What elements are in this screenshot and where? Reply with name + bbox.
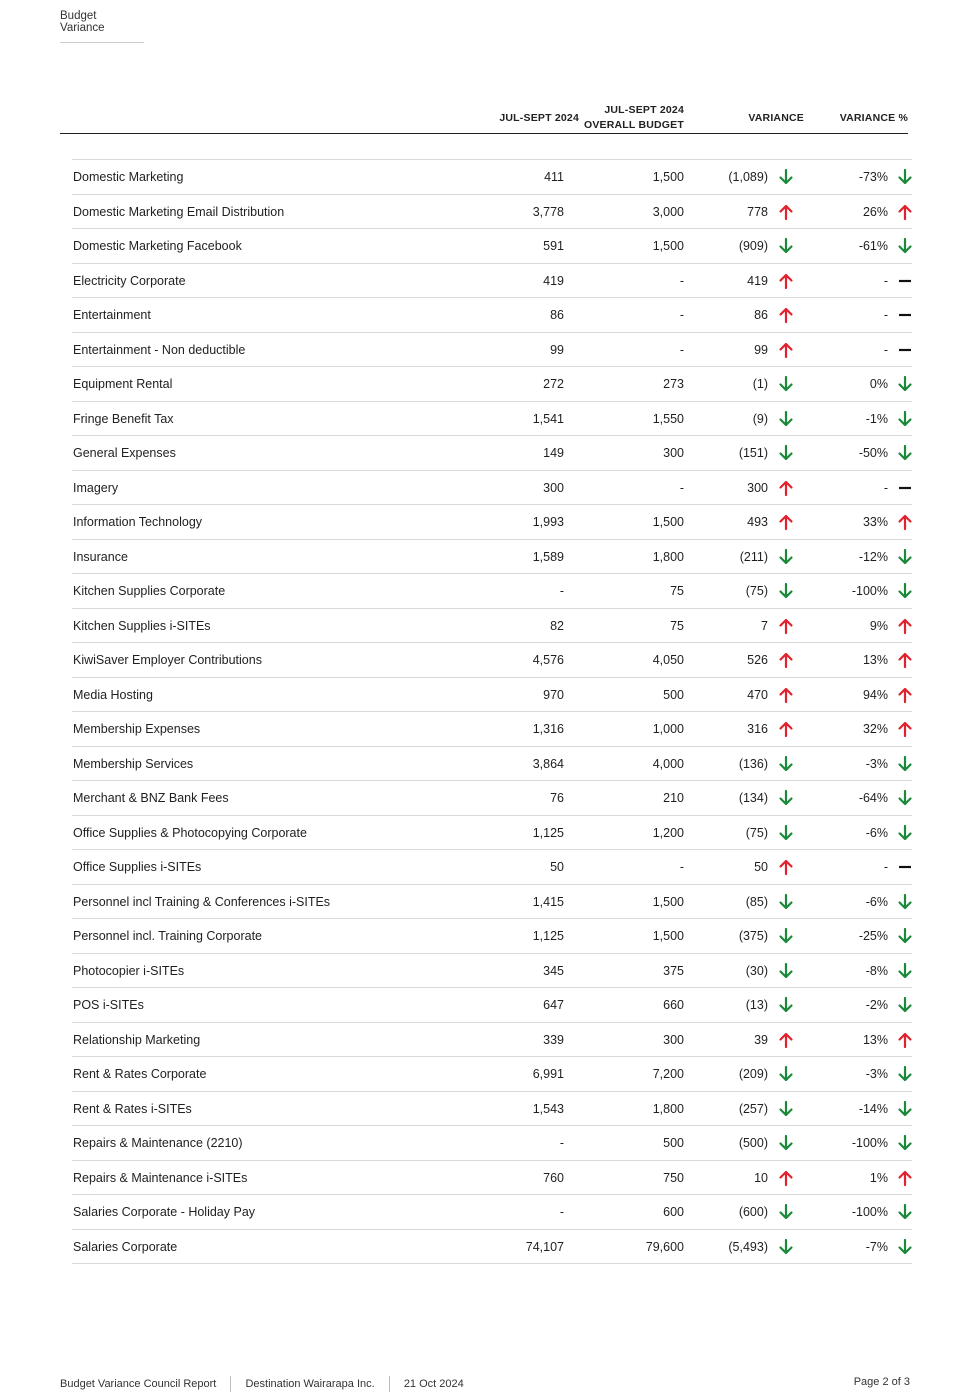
- row-variance-pct: -6%: [865, 825, 888, 840]
- arrow-down-icon: [896, 927, 914, 945]
- arrow-down-icon: [896, 893, 914, 911]
- row-actual: 6,991: [532, 1067, 564, 1081]
- row-category: General Expenses: [73, 446, 176, 460]
- row-category: Salaries Corporate: [73, 1239, 178, 1254]
- row-category: Merchant & BNZ Bank Fees: [73, 791, 229, 805]
- row-variance-pct: -12%: [858, 549, 888, 564]
- row-variance-pct: -3%: [865, 756, 888, 771]
- footer-date: 21 Oct 2024: [403, 1377, 464, 1390]
- row-variance: (600): [738, 1205, 768, 1219]
- arrow-down-icon: [777, 237, 795, 255]
- table-row: [72, 1230, 912, 1265]
- row-category: Media Hosting: [73, 687, 153, 702]
- row-category: Domestic Marketing: [73, 170, 184, 184]
- arrow-up-icon: [777, 479, 795, 497]
- page-footer: [60, 1376, 910, 1392]
- row-variance: 99: [754, 342, 768, 357]
- table-row: [72, 1195, 912, 1230]
- arrow-up-icon: [777, 1169, 795, 1187]
- row-variance-pct: 33%: [862, 515, 888, 529]
- header-actual: JUL-SEPT 2024: [499, 112, 579, 124]
- arrow-down-icon: [896, 1134, 914, 1152]
- row-budget: 600: [663, 1205, 684, 1219]
- row-category: Salaries Corporate - Holiday Pay: [73, 1205, 256, 1219]
- row-budget: -: [679, 308, 684, 322]
- row-actual: 3,778: [532, 204, 564, 219]
- row-actual: 345: [543, 963, 564, 978]
- row-actual: 591: [543, 239, 564, 253]
- row-actual: 1,125: [532, 929, 564, 943]
- row-variance: 493: [747, 515, 768, 529]
- arrow-down-icon: [777, 789, 795, 807]
- budget-table-body: [72, 159, 912, 1264]
- arrow-down-icon: [777, 962, 795, 980]
- arrow-up-icon: [777, 617, 795, 635]
- row-variance-pct: -100%: [851, 1205, 888, 1219]
- arrow-up-icon: [896, 651, 914, 669]
- arrow-up-icon: [777, 858, 795, 876]
- arrow-down-icon: [896, 789, 914, 807]
- arrow-up-icon: [896, 513, 914, 531]
- row-variance: (375): [738, 929, 768, 943]
- row-variance-pct: -25%: [858, 929, 888, 943]
- row-variance: (500): [738, 1136, 768, 1150]
- row-actual: 1,415: [532, 894, 564, 909]
- arrow-down-icon: [777, 582, 795, 600]
- arrow-down-icon: [896, 824, 914, 842]
- row-category: Domestic Marketing Facebook: [73, 239, 242, 253]
- row-category: Office Supplies & Photocopying Corporate: [73, 825, 307, 840]
- row-budget: 4,000: [652, 756, 684, 771]
- row-category: Kitchen Supplies i-SITEs: [73, 618, 211, 633]
- row-budget: 1,500: [652, 515, 684, 529]
- arrow-up-icon: [777, 341, 795, 359]
- arrow-down-icon: [777, 996, 795, 1014]
- row-budget: 1,500: [652, 239, 684, 253]
- row-variance-pct: -6%: [865, 894, 888, 909]
- row-budget: -: [679, 480, 684, 495]
- arrow-down-icon: [777, 893, 795, 911]
- arrow-down-icon: [896, 996, 914, 1014]
- row-variance-pct: 9%: [869, 618, 888, 633]
- footer-page-number: Page 2 of 3: [853, 1376, 910, 1388]
- row-budget: -: [679, 273, 684, 288]
- row-actual: 1,543: [532, 1101, 564, 1116]
- row-actual: -: [559, 1205, 564, 1219]
- table-row: [72, 471, 912, 506]
- table-row: [72, 850, 912, 885]
- footer-divider: [230, 1376, 231, 1392]
- row-variance-pct: -1%: [865, 411, 888, 426]
- row-variance: (1): [752, 377, 768, 391]
- row-category: Photocopier i-SITEs: [73, 963, 185, 978]
- header-variance-pct: VARIANCE %: [839, 112, 908, 124]
- row-category: Office Supplies i-SITEs: [73, 860, 202, 874]
- arrow-up-icon: [896, 720, 914, 738]
- arrow-up-icon: [777, 306, 795, 324]
- arrow-up-icon: [777, 1031, 795, 1049]
- table-row: [72, 988, 912, 1023]
- table-row: [72, 747, 912, 782]
- row-budget: 1,200: [652, 825, 684, 840]
- arrow-down-icon: [777, 375, 795, 393]
- row-actual: 1,541: [532, 411, 564, 426]
- table-row: [72, 954, 912, 989]
- row-budget: 750: [663, 1170, 684, 1185]
- table-row: [72, 505, 912, 540]
- arrow-down-icon: [896, 1100, 914, 1118]
- arrow-up-icon: [777, 651, 795, 669]
- row-category: Domestic Marketing Email Distribution: [73, 204, 285, 219]
- row-variance-pct: -100%: [851, 584, 888, 598]
- row-budget: 375: [663, 963, 684, 978]
- table-row: [72, 609, 912, 644]
- header-budget-line1: JUL-SEPT 2024: [604, 104, 684, 116]
- arrow-up-icon: [896, 686, 914, 704]
- arrow-down-icon: [777, 927, 795, 945]
- arrow-down-icon: [896, 237, 914, 255]
- row-category: Entertainment: [73, 308, 151, 322]
- row-actual: 149: [543, 446, 564, 460]
- table-row: [72, 1023, 912, 1058]
- arrow-down-icon: [777, 168, 795, 186]
- dash-icon: [896, 341, 914, 359]
- row-actual: 4,576: [532, 653, 564, 667]
- row-budget: 1,800: [652, 549, 684, 564]
- table-row: [72, 1092, 912, 1127]
- row-actual: 419: [543, 273, 564, 288]
- row-actual: 272: [543, 377, 564, 391]
- row-variance: (136): [738, 756, 768, 771]
- row-budget: 75: [670, 584, 684, 598]
- arrow-down-icon: [896, 1203, 914, 1221]
- table-row: [72, 781, 912, 816]
- table-row: [72, 333, 912, 368]
- arrow-up-icon: [777, 272, 795, 290]
- table-row: [72, 402, 912, 437]
- row-actual: 50: [550, 860, 564, 874]
- row-actual: 1,316: [532, 722, 564, 736]
- row-variance-pct: 0%: [869, 377, 888, 391]
- row-category: Insurance: [73, 549, 128, 564]
- row-actual: 86: [550, 308, 564, 322]
- arrow-up-icon: [777, 686, 795, 704]
- row-actual: 970: [543, 687, 564, 702]
- row-variance: 7: [761, 618, 768, 633]
- footer-divider: [389, 1376, 390, 1392]
- row-category: Rent & Rates i-SITEs: [73, 1101, 192, 1116]
- row-category: Fringe Benefit Tax: [73, 411, 174, 426]
- arrow-down-icon: [896, 582, 914, 600]
- arrow-down-icon: [777, 1203, 795, 1221]
- row-variance: (151): [738, 446, 768, 460]
- row-category: Repairs & Maintenance (2210): [73, 1136, 243, 1150]
- arrow-up-icon: [896, 203, 914, 221]
- row-variance-pct: -3%: [865, 1067, 888, 1081]
- row-variance-pct: 1%: [869, 1170, 888, 1185]
- row-variance-pct: 26%: [862, 204, 888, 219]
- arrow-down-icon: [896, 168, 914, 186]
- row-variance: (5,493): [728, 1239, 768, 1254]
- row-variance-pct: 13%: [862, 1032, 888, 1047]
- row-budget: 500: [663, 1136, 684, 1150]
- table-row: [72, 574, 912, 609]
- row-budget: 1,500: [652, 929, 684, 943]
- row-category: Membership Expenses: [73, 722, 201, 736]
- row-variance-pct: -: [883, 860, 888, 874]
- arrow-up-icon: [777, 513, 795, 531]
- arrow-down-icon: [896, 548, 914, 566]
- arrow-down-icon: [777, 410, 795, 428]
- row-variance: (30): [745, 963, 768, 978]
- arrow-down-icon: [777, 548, 795, 566]
- table-row: [72, 298, 912, 333]
- row-variance: (13): [745, 998, 768, 1012]
- table-row: [72, 919, 912, 954]
- row-variance-pct: -: [883, 480, 888, 495]
- row-variance-pct: -61%: [858, 239, 888, 253]
- arrow-up-icon: [777, 720, 795, 738]
- arrow-down-icon: [896, 755, 914, 773]
- row-variance: 50: [754, 860, 768, 874]
- table-row: [72, 160, 912, 195]
- table-row: [72, 712, 912, 747]
- arrow-down-icon: [896, 1065, 914, 1083]
- row-category: Personnel incl Training & Conferences i-SITEs: [73, 894, 331, 909]
- row-variance: 526: [747, 653, 768, 667]
- row-variance-pct: -: [883, 308, 888, 322]
- row-variance-pct: 94%: [862, 687, 888, 702]
- row-budget: 7,200: [652, 1067, 684, 1081]
- row-budget: 660: [663, 998, 684, 1012]
- row-variance: 39: [754, 1032, 768, 1047]
- row-actual: 74,107: [525, 1239, 564, 1254]
- row-budget: 3,000: [652, 204, 684, 219]
- row-category: Rent & Rates Corporate: [73, 1067, 207, 1081]
- arrow-down-icon: [896, 1238, 914, 1256]
- row-variance-pct: 32%: [862, 722, 888, 736]
- table-row: [72, 678, 912, 713]
- row-variance: 300: [747, 480, 768, 495]
- row-budget: 1,500: [652, 170, 684, 184]
- row-category: Personnel incl. Training Corporate: [73, 929, 262, 943]
- row-variance: (909): [738, 239, 768, 253]
- row-budget: 1,500: [652, 894, 684, 909]
- row-variance-pct: -8%: [865, 963, 888, 978]
- table-row: [72, 264, 912, 299]
- row-variance-pct: -73%: [858, 170, 888, 184]
- row-variance: (134): [738, 791, 768, 805]
- dash-icon: [896, 272, 914, 290]
- row-variance-pct: 13%: [862, 653, 888, 667]
- arrow-down-icon: [777, 1100, 795, 1118]
- arrow-up-icon: [896, 1031, 914, 1049]
- header-budget: [584, 103, 684, 133]
- arrow-down-icon: [896, 444, 914, 462]
- row-variance: 470: [747, 687, 768, 702]
- dash-icon: [896, 479, 914, 497]
- row-variance: (209): [738, 1067, 768, 1081]
- row-category: Equipment Rental: [73, 377, 173, 391]
- table-row: [72, 436, 912, 471]
- row-variance-pct: -7%: [865, 1239, 888, 1254]
- arrow-up-icon: [777, 203, 795, 221]
- row-actual: 3,864: [532, 756, 564, 771]
- row-category: Entertainment - Non deductible: [73, 342, 246, 357]
- row-budget: 1,550: [652, 411, 684, 426]
- row-actual: 99: [550, 342, 564, 357]
- row-variance: (85): [745, 894, 768, 909]
- row-budget: 1,000: [652, 722, 684, 736]
- arrow-up-icon: [896, 617, 914, 635]
- arrow-up-icon: [896, 1169, 914, 1187]
- row-variance-pct: -50%: [858, 446, 888, 460]
- table-header: [60, 100, 908, 134]
- row-budget: 300: [663, 446, 684, 460]
- row-variance: 419: [747, 273, 768, 288]
- dash-icon: [896, 306, 914, 324]
- row-actual: 82: [550, 618, 564, 633]
- dash-icon: [896, 858, 914, 876]
- row-category: Imagery: [73, 480, 119, 495]
- footer-report-name: Budget Variance Council Report: [60, 1377, 217, 1390]
- row-actual: 647: [543, 998, 564, 1012]
- row-variance: (75): [745, 584, 768, 598]
- row-budget: 300: [663, 1032, 684, 1047]
- row-category: Electricity Corporate: [73, 273, 186, 288]
- row-variance-pct: -: [883, 273, 888, 288]
- row-variance: 86: [754, 308, 768, 322]
- row-category: Relationship Marketing: [73, 1032, 201, 1047]
- row-actual: 1,589: [532, 549, 564, 564]
- row-category: Kitchen Supplies Corporate: [73, 584, 226, 598]
- arrow-down-icon: [777, 1065, 795, 1083]
- row-variance: (1,089): [728, 170, 768, 184]
- row-actual: 76: [550, 791, 564, 805]
- row-actual: 300: [543, 480, 564, 495]
- table-row: [72, 643, 912, 678]
- row-variance: 10: [754, 1170, 768, 1185]
- arrow-down-icon: [777, 444, 795, 462]
- table-row: [72, 1161, 912, 1196]
- table-row: [72, 540, 912, 575]
- row-category: Information Technology: [73, 515, 203, 529]
- row-variance: (257): [738, 1101, 768, 1116]
- row-budget: 75: [670, 618, 684, 633]
- row-variance: (75): [745, 825, 768, 840]
- row-variance-pct: -64%: [858, 791, 888, 805]
- row-category: Membership Services: [73, 756, 194, 771]
- arrow-down-icon: [896, 375, 914, 393]
- table-row: [72, 816, 912, 851]
- row-variance-pct: -: [883, 342, 888, 357]
- row-actual: 1,993: [532, 515, 564, 529]
- row-actual: -: [559, 584, 564, 598]
- row-budget: 1,800: [652, 1101, 684, 1116]
- row-actual: 339: [543, 1032, 564, 1047]
- row-budget: 273: [663, 377, 684, 391]
- row-category: POS i-SITEs: [73, 998, 144, 1012]
- table-row: [72, 195, 912, 230]
- header-variance: VARIANCE: [748, 112, 804, 124]
- row-actual: 760: [543, 1170, 564, 1185]
- row-actual: 1,125: [532, 825, 564, 840]
- arrow-down-icon: [777, 824, 795, 842]
- table-row: [72, 229, 912, 264]
- row-variance: (211): [739, 549, 768, 564]
- arrow-down-icon: [777, 1134, 795, 1152]
- footer-org-name: Destination Wairarapa Inc.: [245, 1377, 375, 1390]
- row-category: Repairs & Maintenance i-SITEs: [73, 1170, 248, 1185]
- arrow-down-icon: [777, 1238, 795, 1256]
- table-row: [72, 1126, 912, 1161]
- row-variance: 316: [747, 722, 768, 736]
- row-variance-pct: -2%: [865, 998, 888, 1012]
- arrow-down-icon: [896, 410, 914, 428]
- row-variance: 778: [747, 204, 768, 219]
- row-variance-pct: -14%: [858, 1101, 888, 1116]
- row-budget: -: [679, 860, 684, 874]
- row-variance: (9): [752, 411, 768, 426]
- row-variance-pct: -100%: [851, 1136, 888, 1150]
- table-row: [72, 885, 912, 920]
- row-budget: 79,600: [645, 1239, 684, 1254]
- row-category: KiwiSaver Employer Contributions: [73, 653, 262, 667]
- arrow-down-icon: [777, 755, 795, 773]
- row-actual: 411: [544, 170, 564, 184]
- row-actual: -: [559, 1136, 564, 1150]
- page-section-label: Budget Variance: [60, 10, 144, 43]
- table-row: [72, 367, 912, 402]
- header-budget-line2: OVERALL BUDGET: [583, 119, 684, 131]
- arrow-down-icon: [896, 962, 914, 980]
- row-budget: 500: [663, 687, 684, 702]
- row-budget: 210: [663, 791, 684, 805]
- row-budget: 4,050: [652, 653, 684, 667]
- row-budget: -: [679, 342, 684, 357]
- table-row: [72, 1057, 912, 1092]
